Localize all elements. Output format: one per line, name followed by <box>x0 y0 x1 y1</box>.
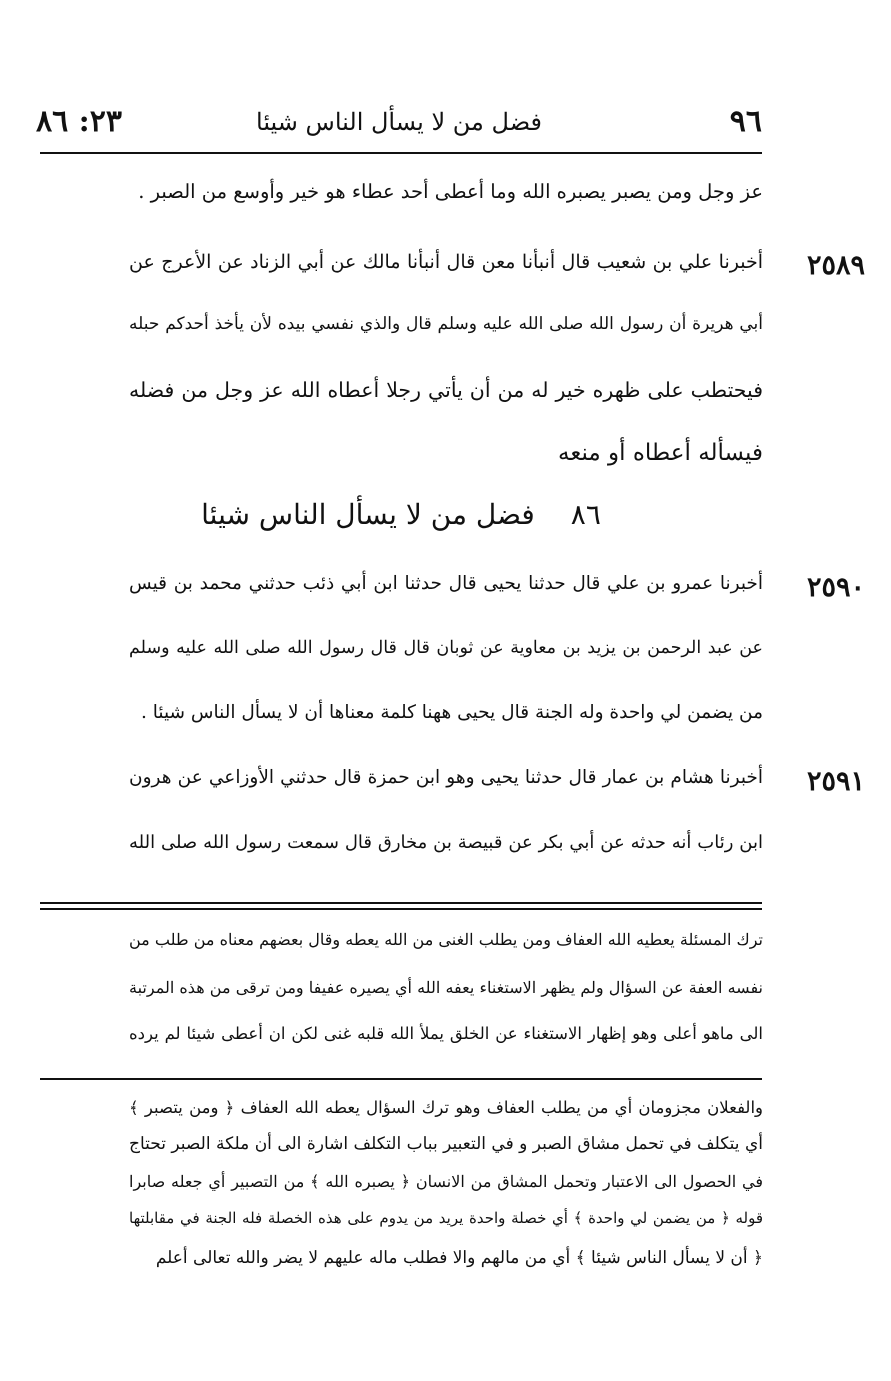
running-title: فضل من لا يسأل الناس شيئا <box>256 108 542 136</box>
commentary-separator <box>40 1078 762 1080</box>
footnote-separator <box>40 902 762 910</box>
text-line: من يضمن لي واحدة وله الجنة قال يحيى ههنا كلمة معناها أن لا يسأل الناس شيئا . <box>140 702 763 723</box>
running-header <box>36 104 762 150</box>
commentary-line: ترك المسئلة يعطيه الله العفاف ومن يطلب الغنى من الله يعطه وقال بعضهم معناه من طلب من <box>129 930 763 949</box>
chapter-title: فضل من لا يسأل الناس شيئا <box>201 498 535 531</box>
commentary-line: نفسه العفة عن السؤال ولم يظهر الاستغناء يعفه الله أي يصيره عفيفا ومن ترقى من هذه المرتبة <box>129 978 763 997</box>
text-line: أبي هريرة أن رسول الله صلى الله عليه وسلم قال والذي نفسي بيده لأن يأخذ أحدكم حبله <box>129 314 763 334</box>
commentary-line: في الحصول الى الاعتبار وتحمل المشاق من الانسان ﴿ يصبره الله ﴾ من التصبير أي جعله صابرا <box>129 1172 763 1191</box>
page-number: ٩٦ <box>729 104 762 139</box>
text-line: عز وجل ومن يصبر يصبره الله وما أعطى أحد عطاء هو خير وأوسع من الصبر . <box>138 180 763 203</box>
text-line: أخبرنا عمرو بن علي قال حدثنا يحيى قال حدثنا ابن أبي ذئب حدثني محمد بن قيس <box>129 573 763 594</box>
volume-reference: ٢٣: ٨٦ <box>36 104 122 139</box>
text-line: عن عبد الرحمن بن يزيد بن معاوية عن ثوبان قال قال رسول الله صلى الله عليه وسلم <box>129 638 763 658</box>
hadith-number-2589: ٢٥٨٩ <box>806 250 865 281</box>
text-line: فيسأله أعطاه أو منعه <box>558 440 763 466</box>
text-line: فيحتطب على ظهره خير له من أن يأتي رجلا أعطاه الله عز وجل من فضله <box>129 378 763 402</box>
commentary-line: والفعلان مجزومان أي من يطلب العفاف وهو ترك السؤال يعطه الله العفاف ﴿ ومن يتصبر ﴾ <box>129 1098 763 1117</box>
commentary-line: أي يتكلف في تحمل مشاق الصبر و في التعبير بباب التكلف اشارة الى أن ملكة الصبر تحتاج <box>129 1134 763 1154</box>
header-rule <box>40 152 762 154</box>
commentary-line: قوله ﴿ من يضمن لي واحدة ﴾ أي خصلة واحدة يريد من يدوم على هذه الخصلة فله الجنة في مقابلتها <box>129 1209 763 1227</box>
hadith-number-2591: ٢٥٩١ <box>806 766 865 797</box>
commentary-line: ﴿ أن لا يسأل الناس شيئا ﴾ أي من مالهم والا فطلب ماله عليهم لا يضر والله تعالى أعلم <box>155 1248 763 1268</box>
hadith-number-2590: ٢٥٩٠ <box>806 572 865 603</box>
chapter-number: ٨٦ <box>570 498 601 531</box>
commentary-line: الى ماهو أعلى وهو إظهار الاستغناء عن الخلق يملأ الله قلبه غنى لكن ان أعطى شيئا لم يرده <box>129 1024 763 1043</box>
text-line: ابن رئاب أنه حدثه عن أبي بكر عن قبيصة بن مخارق قال سمعت رسول الله صلى الله <box>129 832 763 853</box>
chapter-heading <box>40 498 762 531</box>
text-line: أخبرنا هشام بن عمار قال حدثنا يحيى وهو ابن حمزة قال حدثني الأوزاعي عن هرون <box>129 767 763 788</box>
text-line: أخبرنا علي بن شعيب قال أنبأنا معن قال أنبأنا مالك عن أبي الزناد عن الأعرج عن <box>129 251 763 273</box>
